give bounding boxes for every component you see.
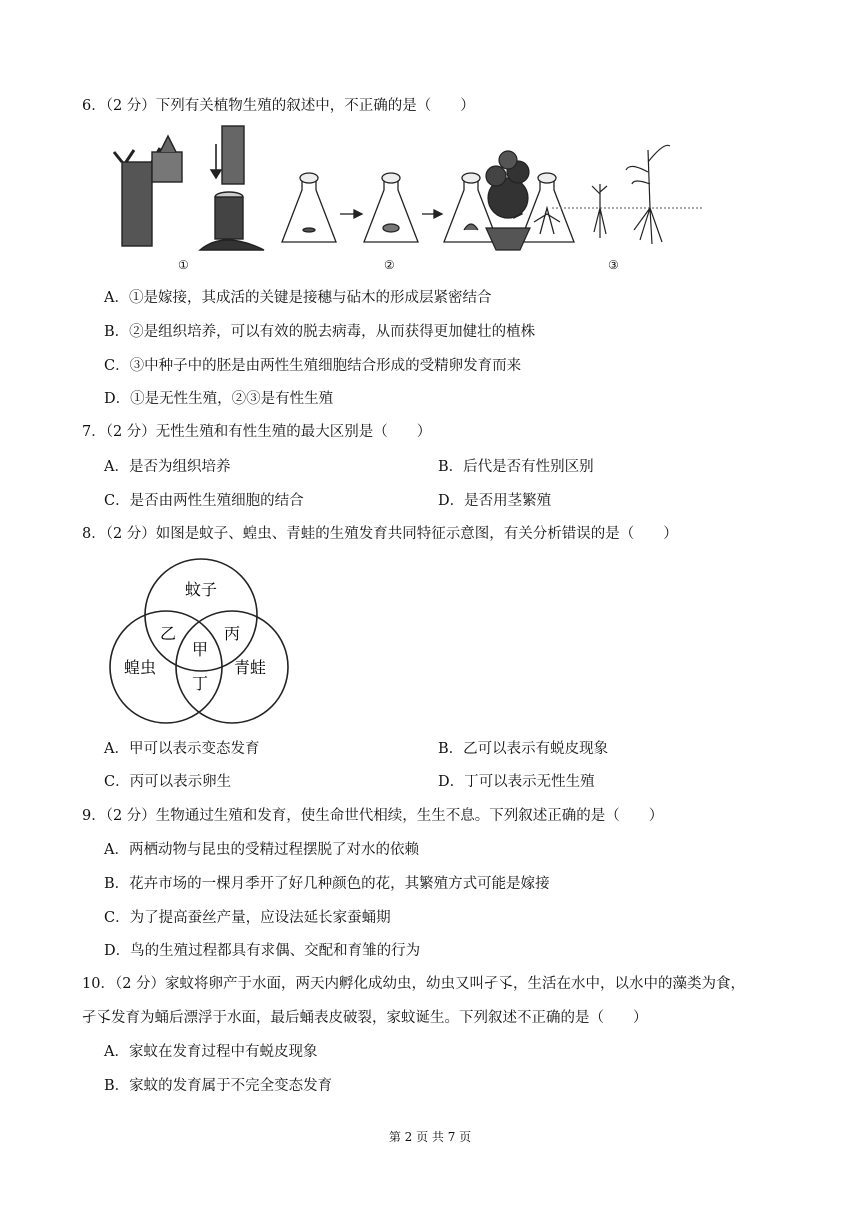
q8-option-a: A．甲可以表示变态发育 — [104, 741, 260, 757]
q7-option-d: D．是否用茎繁殖 — [438, 493, 552, 509]
q7-option-a: A．是否为组织培养 — [104, 459, 231, 475]
q10-option-b: B．家蚊的发育属于不完全变态发育 — [104, 1078, 333, 1094]
q9-option-b: B．花卉市场的一棵月季开了好几种颜色的花，其繁殖方式可能是嫁接 — [104, 876, 550, 892]
q8-option-c: C．丙可以表示卵生 — [104, 774, 232, 790]
question-10-stem-line1: 10．（2 分）家蚊将卵产于水面，两天内孵化成幼虫，幼虫又叫孑孓，生活在水中，以水中的藻类为食， — [82, 976, 746, 992]
venn-region-yi: 乙 — [159, 624, 177, 643]
venn-region-bing: 丙 — [223, 624, 241, 643]
venn-label-locust: 蝗虫 — [123, 658, 157, 677]
potted-plant-illustration — [486, 151, 530, 250]
venn-label-frog: 青蛙 — [233, 658, 267, 677]
figure-label-2: ② — [384, 258, 395, 272]
figure-label-1: ① — [178, 258, 189, 272]
q6-option-d: D．①是无性生殖，②③是有性生殖 — [104, 391, 334, 407]
q7-option-b: B．后代是否有性别区别 — [438, 459, 594, 475]
q8-option-d: D．丁可以表示无性生殖 — [438, 774, 595, 790]
q10-option-a: A．家蚊在发育过程中有蜕皮现象 — [104, 1044, 318, 1060]
grafting-illustration — [114, 126, 264, 250]
q6-option-c: C．③中种子中的胚是由两性生殖细胞结合形成的受精卵发育而来 — [104, 358, 522, 374]
question-9-stem: 9．（2 分）生物通过生殖和发育，使生命世代相续，生生不息。下列叙述正确的是（ ） — [82, 808, 664, 824]
question-10-stem-line2: 孑孓发育为蛹后漂浮于水面，最后蛹表皮破裂，家蚊诞生。下列叙述不正确的是（ ） — [82, 1010, 648, 1026]
question-7-stem: 7．（2 分）无性生殖和有性生殖的最大区别是（ ） — [82, 424, 432, 440]
venn-label-mosquito: 蚊子 — [184, 580, 218, 599]
question-8-stem: 8．（2 分）如图是蚊子、蝗虫、青蛙的生殖发育共同特征示意图，有关分析错误的是（ ） — [82, 526, 678, 542]
q6-option-a: A．①是嫁接，其成活的关键是接穗与砧木的形成层紧密结合 — [104, 290, 492, 306]
figure-label-3: ③ — [608, 258, 619, 272]
q9-option-a: A．两栖动物与昆虫的受精过程摆脱了对水的依赖 — [104, 842, 419, 858]
q9-option-d: D．鸟的生殖过程都具有求偶、交配和育雏的行为 — [104, 943, 421, 959]
q7-option-c: C．是否由两性生殖细胞的结合 — [104, 493, 304, 509]
venn-diagram — [104, 555, 294, 725]
plant-reproduction-figure — [104, 122, 704, 254]
q8-option-b: B．乙可以表示有蜕皮现象 — [438, 741, 609, 757]
q9-option-c: C．为了提高蚕丝产量，应设法延长家蚕蛹期 — [104, 910, 391, 926]
venn-region-ding: 丁 — [191, 674, 209, 693]
venn-region-jia: 甲 — [191, 640, 209, 659]
question-6-stem: 6．（2 分）下列有关植物生殖的叙述中，不正确的是（ ） — [82, 98, 475, 114]
q6-option-b: B．②是组织培养，可以有效的脱去病毒，从而获得更加健壮的植株 — [104, 324, 536, 340]
tissue-culture-illustration — [282, 173, 574, 242]
seedling-illustration — [552, 145, 702, 244]
page-footer: 第 2 页 共 7 页 — [388, 1130, 472, 1144]
